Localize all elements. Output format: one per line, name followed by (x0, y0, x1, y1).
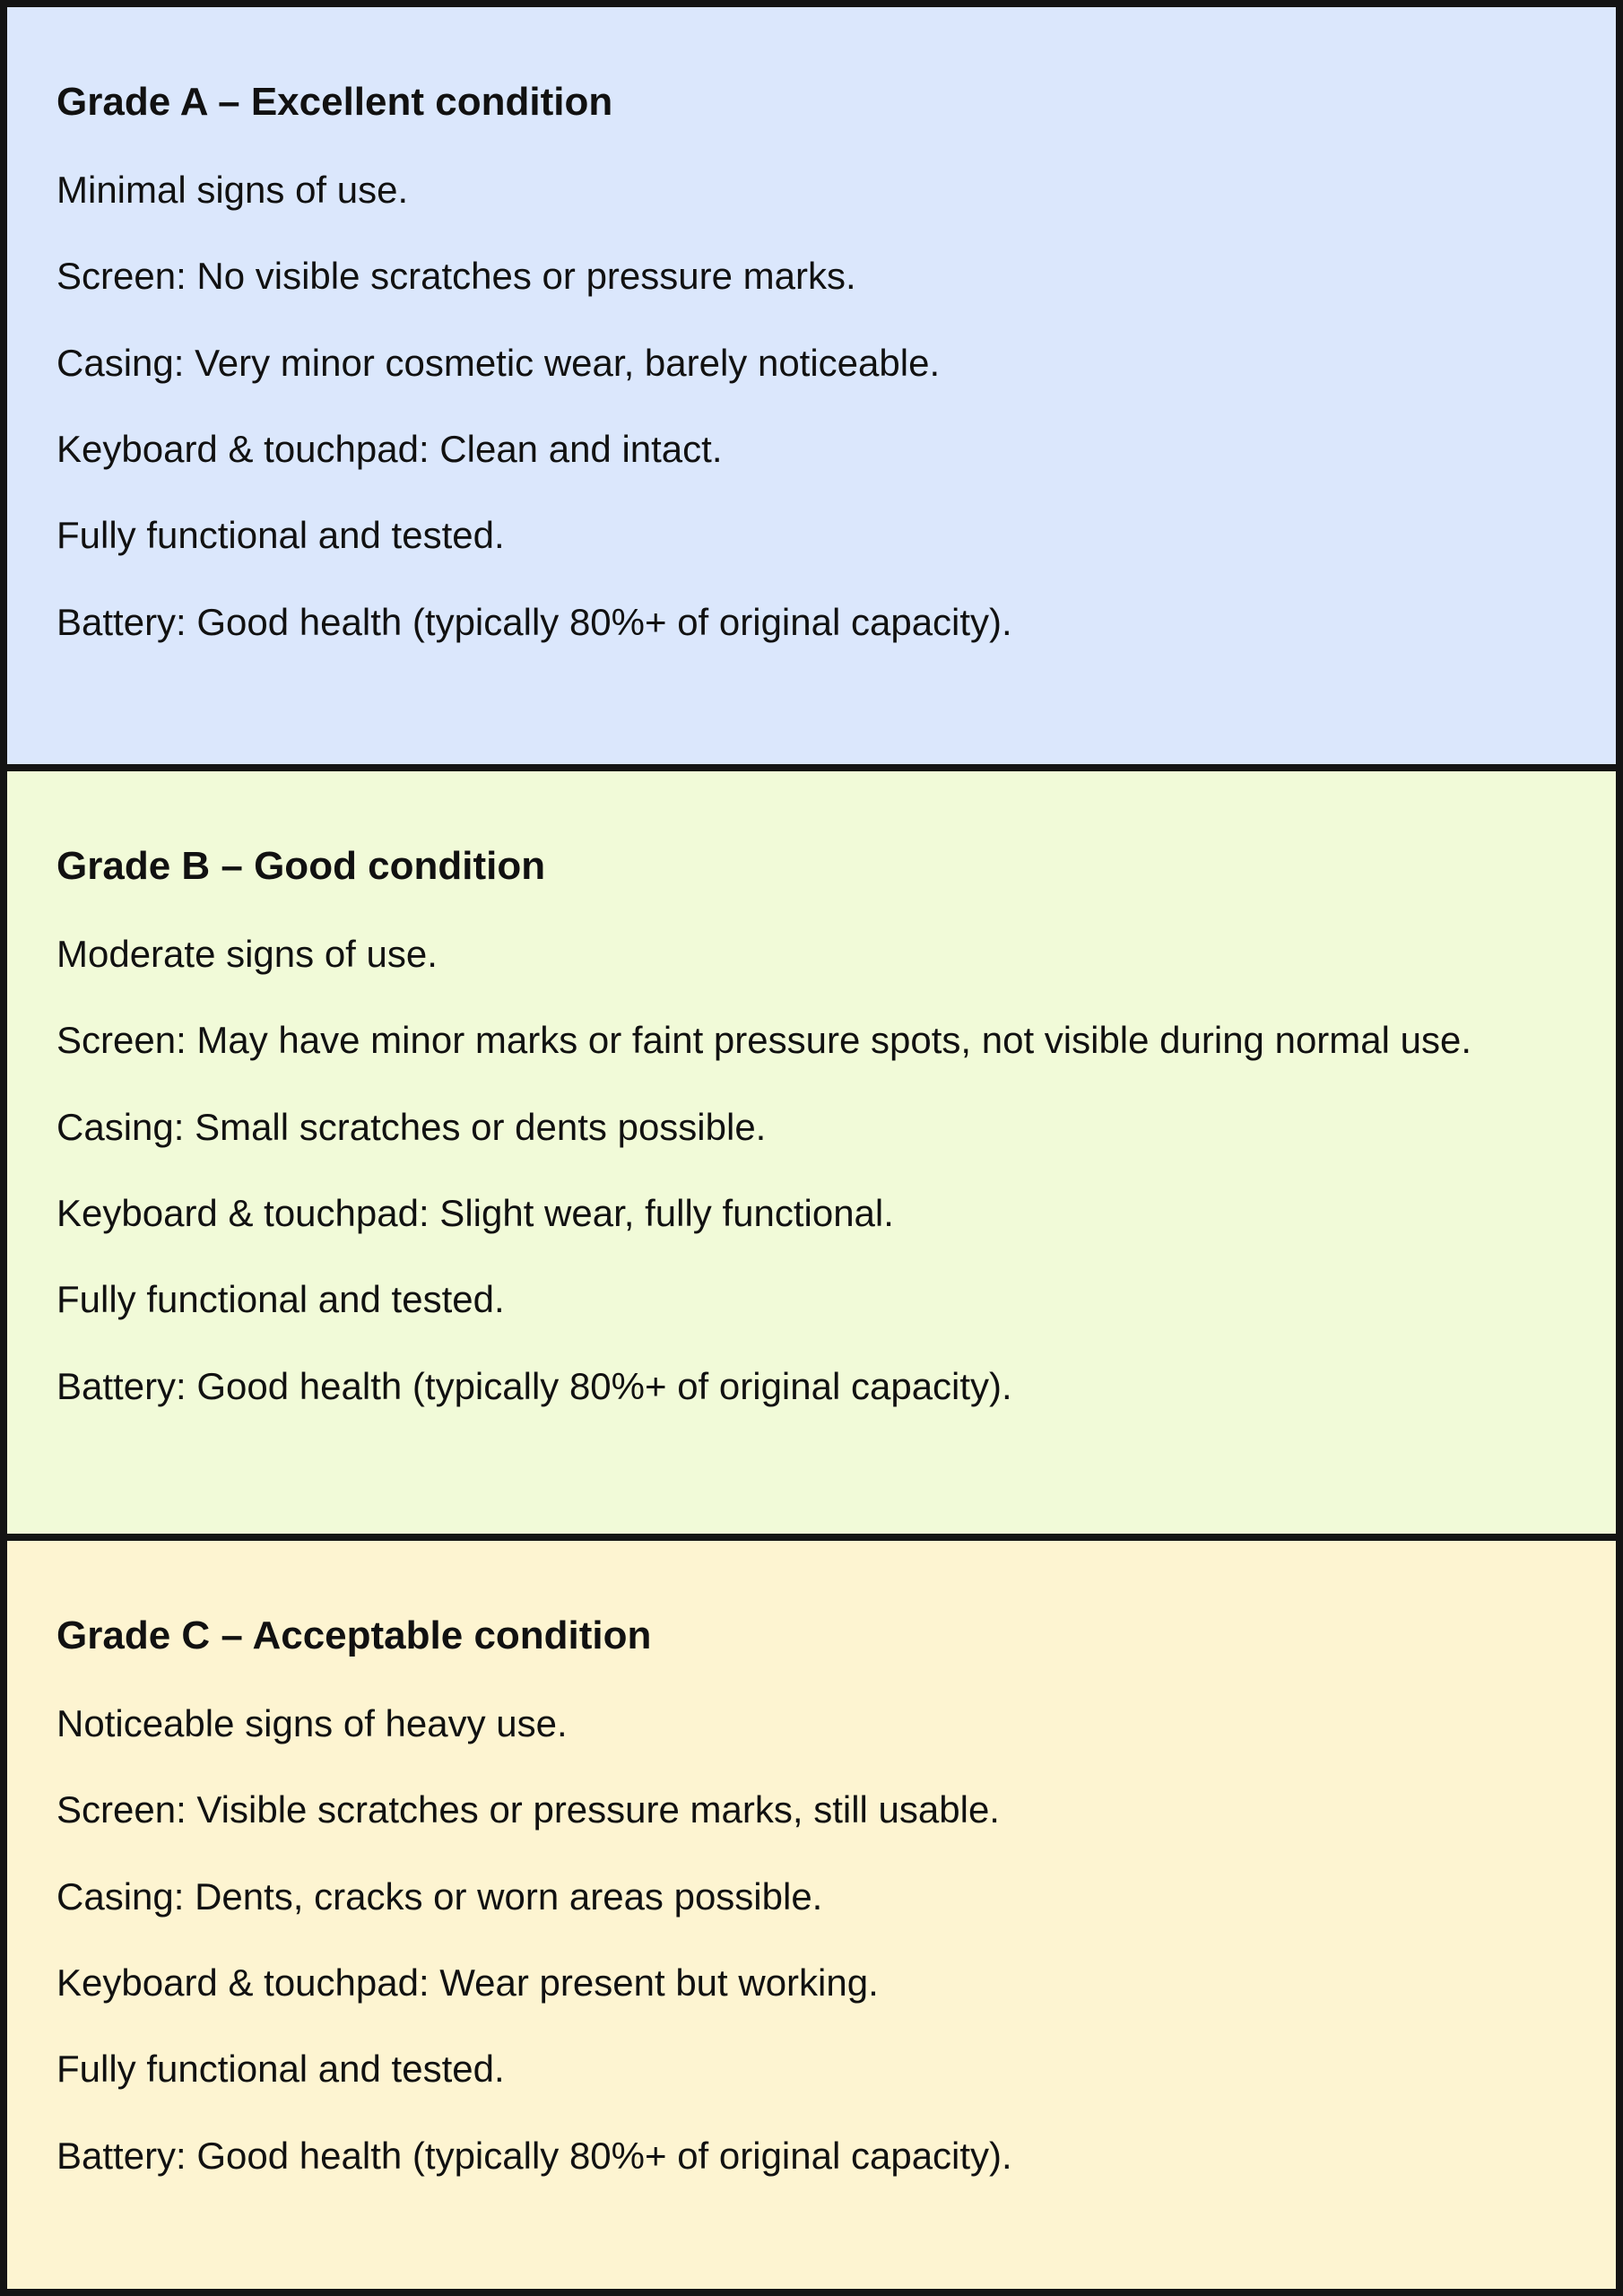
grade-c-line-5: Fully functional and tested. (56, 2048, 505, 2091)
grade-a-panel (7, 7, 1616, 764)
grade-a-title: Grade A – Excellent condition (56, 80, 613, 124)
grade-b-line-6: Battery: Good health (typically 80%+ of original capacity). (56, 1364, 1012, 1407)
grade-b-line-5: Fully functional and tested. (56, 1278, 505, 1321)
grade-c-line-6: Battery: Good health (typically 80%+ of original capacity). (56, 2134, 1012, 2177)
grade-a-line-3: Casing: Very minor cosmetic wear, barely noticeable. (56, 341, 941, 384)
grade-b-line-4: Keyboard & touchpad: Slight wear, fully functional. (56, 1191, 894, 1234)
grade-a-line-5: Fully functional and tested. (56, 514, 505, 557)
grade-b-title: Grade B – Good condition (56, 844, 546, 888)
grade-a-line-2: Screen: No visible scratches or pressure marks. (56, 255, 856, 298)
grade-a-line-4: Keyboard & touchpad: Clean and intact. (56, 427, 723, 470)
grade-a-line-1: Minimal signs of use. (56, 168, 409, 211)
grade-c-panel (7, 1541, 1616, 2289)
grade-b-line-2: Screen: May have minor marks or faint pressure spots, not visible during normal use. (56, 1019, 1472, 1062)
grade-c-line-3: Casing: Dents, cracks or worn areas possible. (56, 1874, 823, 1918)
grade-a-line-6: Battery: Good health (typically 80%+ of original capacity). (56, 600, 1012, 643)
grade-c-title: Grade C – Acceptable condition (56, 1613, 652, 1657)
grade-b-line-1: Moderate signs of use. (56, 932, 438, 975)
grade-c-line-4: Keyboard & touchpad: Wear present but working. (56, 1961, 879, 2004)
grade-c-line-2: Screen: Visible scratches or pressure marks, still usable. (56, 1788, 1000, 1831)
grade-b-line-3: Casing: Small scratches or dents possible. (56, 1105, 767, 1148)
grade-c-line-1: Noticeable signs of heavy use. (56, 1701, 568, 1744)
grade-b-panel (7, 771, 1616, 1534)
